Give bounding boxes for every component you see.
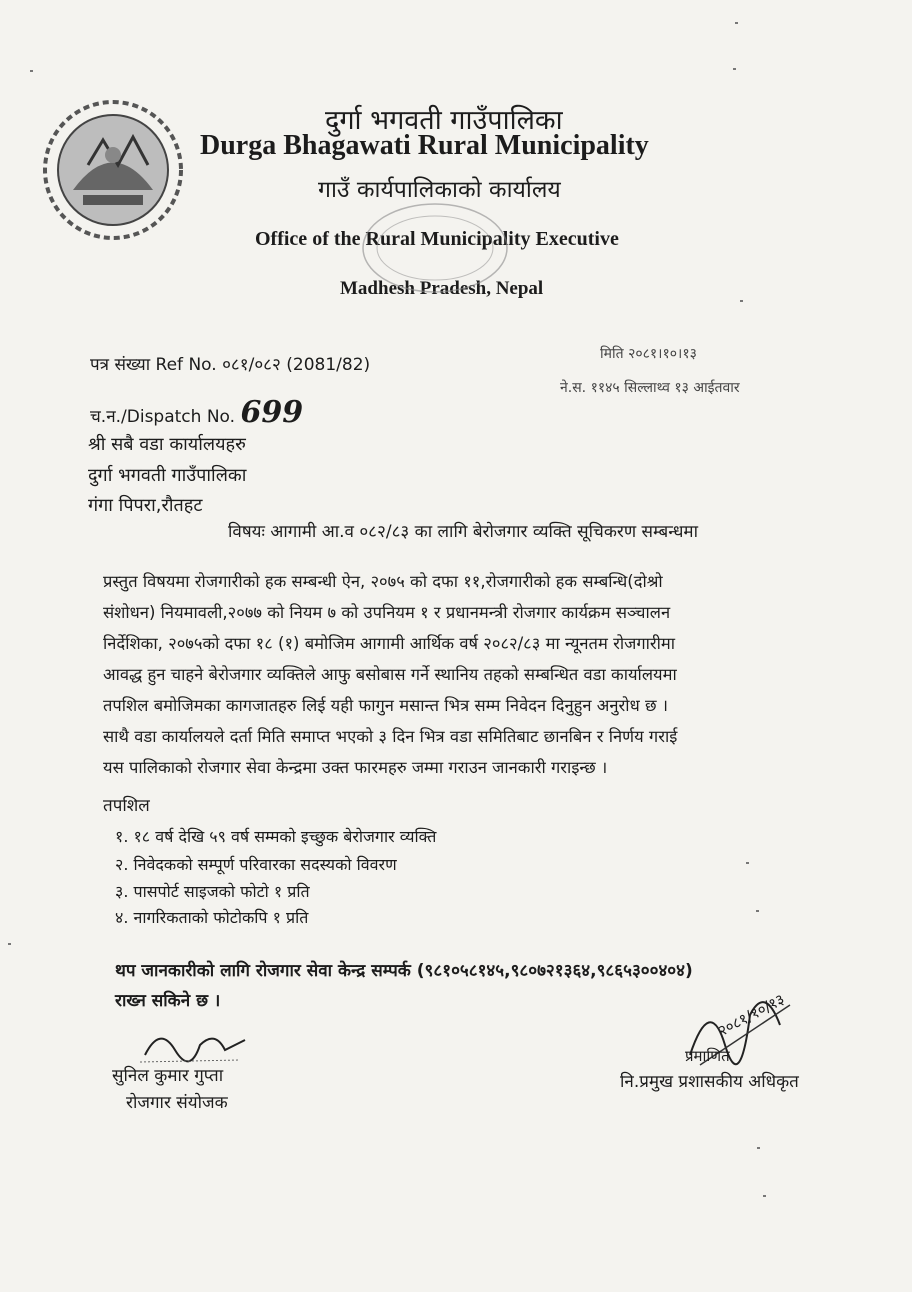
signer-left-title: रोजगार संयोजक: [126, 1093, 228, 1113]
signature-date: २०८१/१०/१३: [715, 990, 788, 1040]
tapasil-heading: तपशिल: [103, 796, 150, 816]
header-name-ne: दुर्गा भगवती गाउँपालिका: [325, 105, 563, 136]
list-item: ३. पासपोर्ट साइजको फोटो १ प्रति: [115, 882, 310, 901]
list-item: १. १८ वर्ष देखि ५९ वर्ष सम्मको इच्छुक बेरोजगार व्यक्ति: [115, 827, 437, 846]
info-line: राख्न सकिने छ ।: [115, 991, 221, 1011]
dispatch-line: [90, 395, 303, 430]
list-item: ४. नागरिकताको फोटोकपि १ प्रति: [115, 908, 309, 927]
signer-right-title: प्रमाणित: [685, 1047, 730, 1065]
body-line: यस पालिकाको रोजगार सेवा केन्द्रमा उक्त फारमहरु जम्मा गराउन जानकारी गराइन्छ ।: [103, 758, 608, 777]
date-line: [600, 344, 697, 363]
date-value: २०८१।१०।१३: [628, 346, 697, 362]
dispatch-label: च.न./Dispatch No.: [90, 407, 236, 427]
info-line: थप जानकारीको लागि रोजगार सेवा केन्द्र सम्पर्क (९८१०५८१४५,९८०७२१३६४,९८६५३००४०४): [115, 961, 693, 981]
body-line: प्रस्तुत विषयमा रोजगारीको हक सम्बन्धी ऐन, २०७५ को दफा ११,रोजगारीको हक सम्बन्धि(दोश्रो: [103, 572, 663, 591]
dispatch-number: 699: [240, 395, 304, 430]
ref-line: [90, 352, 370, 375]
header-office-en: Office of the Rural Municipality Executive: [255, 228, 619, 250]
signer-right-name: नि.प्रमुख प्रशासकीय अधिकृत: [620, 1072, 799, 1092]
municipality-emblem: [38, 95, 188, 245]
addressee-line-3: गंगा पिपरा,रौतहट: [88, 495, 203, 516]
office-stamp: [355, 198, 515, 298]
ref-label: पत्र संख्या Ref No.: [90, 355, 217, 375]
addressee-line-2: दुर्गा भगवती गाउँपालिका: [88, 465, 247, 486]
addressee-line-1: श्री सबै वडा कार्यालयहरु: [88, 434, 246, 455]
body-line: आवद्ध हुन चाहने बेरोजगार व्यक्तिले आफु बसोबास गर्ने स्थानिय तहको सम्बन्धित वडा कार्यालयमा: [103, 665, 677, 684]
body-line: साथै वडा कार्यालयले दर्ता मिति समाप्त भएको ३ दिन भित्र वडा समितिबाट छानबिन र निर्णय गराई: [103, 727, 678, 746]
ref-value: ०८१/०८२ (2081/82): [222, 355, 371, 375]
list-item: २. निवेदकको सम्पूर्ण परिवारका सदस्यको विवरण: [115, 855, 397, 874]
body-line: संशोधन) नियमावली,२०७७ को नियम ७ को उपनियम १ र प्रधानमन्त्री रोजगार कार्यक्रम सञ्चालन: [103, 603, 671, 622]
date-label: मिति: [600, 346, 624, 362]
signer-left-name: सुनिल कुमार गुप्ता: [112, 1066, 224, 1086]
header-name-en: Durga Bhagawati Rural Municipality: [200, 130, 649, 161]
header-province-en: Madhesh Pradesh, Nepal: [340, 278, 544, 299]
body-line: निर्देशिका, २०७५को दफा १८ (१) बमोजिम आगामी आर्थिक वर्ष २०८२/८३ मा न्यूनतम रोजगारीमा: [103, 634, 676, 653]
header-office-ne: गाउँ कार्यपालिकाको कार्यालय: [318, 177, 561, 203]
date-alt: ने.स. ११४५ सिल्लाथ्व १३ आईतवार: [560, 380, 740, 396]
subject: विषयः आगामी आ.व ०८२/८३ का लागि बेरोजगार व्यक्ति सूचिकरण सम्बन्धमा: [228, 522, 698, 542]
body-line: तपशिल बमोजिमका कागजातहरु लिई यही फागुन मसान्त भित्र सम्म निवेदन दिनुहुन अनुरोध छ ।: [103, 696, 669, 715]
